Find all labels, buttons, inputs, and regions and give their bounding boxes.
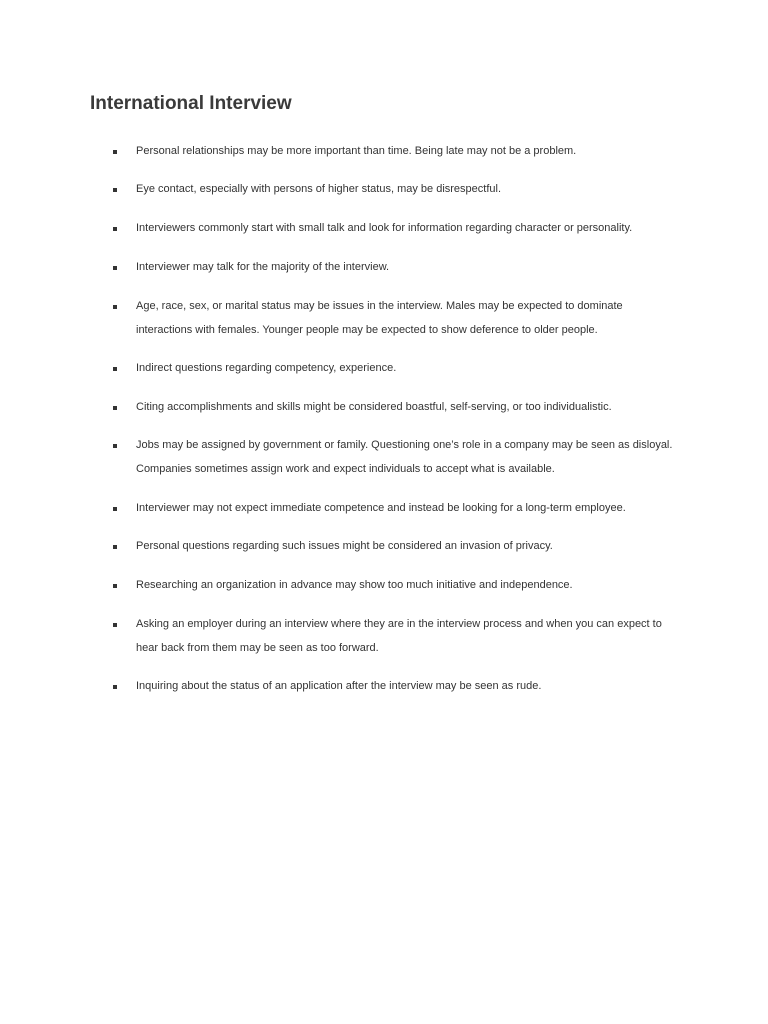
list-item-text: Researching an organization in advance may show too much initiative and independence. [136, 579, 573, 591]
list-item-text: Inquiring about the status of an application after the interview may be seen as rude. [136, 680, 542, 692]
list-item-text: Age, race, sex, or marital status may be issues in the interview. Males may be expected to dominate interactions with females. Younger people may be expected to show deference to older people. [136, 300, 623, 336]
square-bullet-icon [113, 623, 117, 627]
list-item-text: Indirect questions regarding competency, experience. [136, 362, 397, 374]
square-bullet-icon [113, 685, 117, 689]
list-item-text: Personal questions regarding such issues might be considered an invasion of privacy. [136, 540, 553, 552]
list-item-text: Interviewers commonly start with small talk and look for information regarding character or personality. [136, 222, 633, 234]
list-item-text: Eye contact, especially with persons of higher status, may be disrespectful. [136, 183, 502, 195]
square-bullet-icon [113, 266, 117, 270]
square-bullet-icon [113, 584, 117, 588]
square-bullet-icon [113, 507, 117, 511]
list-item-text: Interviewer may talk for the majority of the interview. [136, 261, 390, 273]
list-item-text: Personal relationships may be more important than time. Being late may not be a problem. [136, 145, 577, 157]
square-bullet-icon [113, 406, 117, 410]
square-bullet-icon [113, 444, 117, 448]
square-bullet-icon [113, 367, 117, 371]
list-item-text: Citing accomplishments and skills might be considered boastful, self-serving, or too individualistic. [136, 401, 612, 413]
list-item-text: Jobs may be assigned by government or family. Questioning one’s role in a company may be seen as disloyal. Companies sometimes assign work and expect individuals to accept what is available. [136, 439, 673, 475]
square-bullet-icon [113, 545, 117, 549]
square-bullet-icon [113, 305, 117, 309]
square-bullet-icon [113, 227, 117, 231]
list-item-text: Asking an employer during an interview where they are in the interview process and when you can expect to hear back from them may be seen as too forward. [136, 618, 662, 654]
square-bullet-icon [113, 188, 117, 192]
list-item-text: Interviewer may not expect immediate competence and instead be looking for a long-term employee. [136, 502, 626, 514]
square-bullet-icon [113, 150, 117, 154]
page-title: International Interview [90, 93, 292, 114]
